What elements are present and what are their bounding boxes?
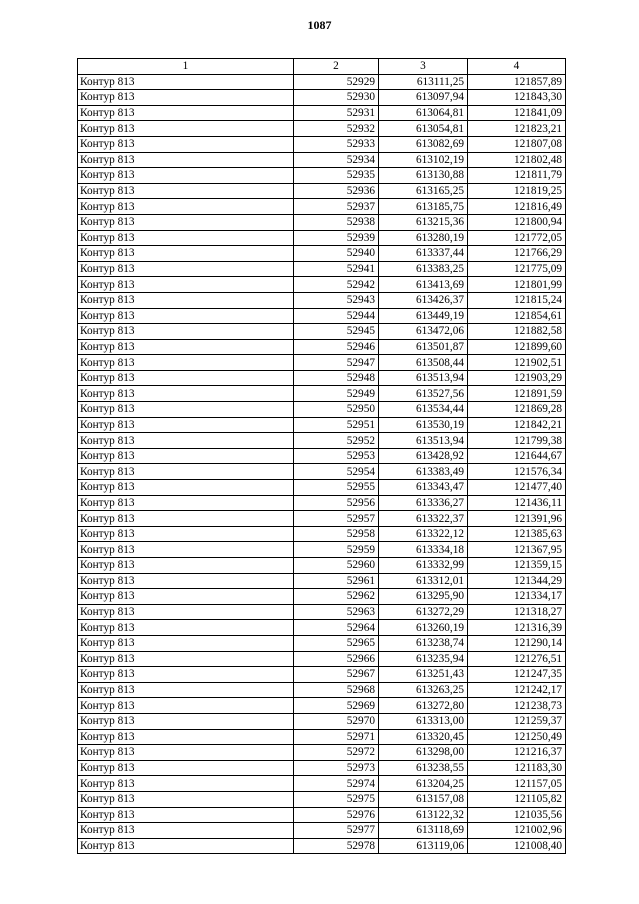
x-coordinate-cell: 613119,06	[379, 838, 468, 854]
contour-name-cell: Контур 813	[78, 511, 294, 527]
x-coordinate-cell: 613251,43	[379, 667, 468, 683]
x-coordinate-cell: 613336,27	[379, 495, 468, 511]
x-coordinate-cell: 613238,74	[379, 635, 468, 651]
contour-name-cell: Контур 813	[78, 136, 294, 152]
y-coordinate-cell: 121854,61	[468, 308, 566, 324]
point-number-cell: 52930	[294, 90, 379, 106]
x-coordinate-cell: 613204,25	[379, 776, 468, 792]
point-number-cell: 52957	[294, 511, 379, 527]
x-coordinate-cell: 613513,94	[379, 370, 468, 386]
contour-name-cell: Контур 813	[78, 698, 294, 714]
contour-name-cell: Контур 813	[78, 308, 294, 324]
x-coordinate-cell: 613260,19	[379, 620, 468, 636]
y-coordinate-cell: 121385,63	[468, 526, 566, 542]
contour-name-cell: Контур 813	[78, 168, 294, 184]
point-number-cell: 52931	[294, 105, 379, 121]
y-coordinate-cell: 121391,96	[468, 511, 566, 527]
point-number-cell: 52969	[294, 698, 379, 714]
contour-name-cell: Контур 813	[78, 261, 294, 277]
table-row	[78, 261, 566, 277]
table-row	[78, 526, 566, 542]
table-row	[78, 90, 566, 106]
point-number-cell: 52953	[294, 448, 379, 464]
contour-name-cell: Контур 813	[78, 480, 294, 496]
x-coordinate-cell: 613313,00	[379, 713, 468, 729]
y-coordinate-cell: 121316,39	[468, 620, 566, 636]
x-coordinate-cell: 613383,49	[379, 464, 468, 480]
point-number-cell: 52950	[294, 402, 379, 418]
table-row	[78, 495, 566, 511]
point-number-cell: 52968	[294, 682, 379, 698]
column-header-4: 4	[468, 59, 566, 75]
table-row	[78, 152, 566, 168]
table-row	[78, 230, 566, 246]
contour-name-cell: Контур 813	[78, 230, 294, 246]
x-coordinate-cell: 613272,29	[379, 604, 468, 620]
y-coordinate-cell: 121807,08	[468, 136, 566, 152]
y-coordinate-cell: 121008,40	[468, 838, 566, 854]
point-number-cell: 52936	[294, 183, 379, 199]
y-coordinate-cell: 121819,25	[468, 183, 566, 199]
x-coordinate-cell: 613332,99	[379, 558, 468, 574]
y-coordinate-cell: 121250,49	[468, 729, 566, 745]
point-number-cell: 52970	[294, 713, 379, 729]
contour-name-cell: Контур 813	[78, 417, 294, 433]
y-coordinate-cell: 121891,59	[468, 386, 566, 402]
table-row	[78, 136, 566, 152]
x-coordinate-cell: 613320,45	[379, 729, 468, 745]
contour-name-cell: Контур 813	[78, 823, 294, 839]
y-coordinate-cell: 121216,37	[468, 745, 566, 761]
contour-name-cell: Контур 813	[78, 464, 294, 480]
y-coordinate-cell: 121775,09	[468, 261, 566, 277]
contour-name-cell: Контур 813	[78, 620, 294, 636]
x-coordinate-cell: 613413,69	[379, 277, 468, 293]
contour-name-cell: Контур 813	[78, 339, 294, 355]
y-coordinate-cell: 121334,17	[468, 589, 566, 605]
contour-name-cell: Контур 813	[78, 324, 294, 340]
point-number-cell: 52933	[294, 136, 379, 152]
contour-name-cell: Контур 813	[78, 589, 294, 605]
point-number-cell: 52938	[294, 214, 379, 230]
table-body	[78, 74, 566, 854]
table-header-row	[78, 59, 566, 75]
x-coordinate-cell: 613312,01	[379, 573, 468, 589]
table-row	[78, 339, 566, 355]
y-coordinate-cell: 121436,11	[468, 495, 566, 511]
contour-name-cell: Контур 813	[78, 713, 294, 729]
x-coordinate-cell: 613449,19	[379, 308, 468, 324]
table-row	[78, 620, 566, 636]
contour-name-cell: Контур 813	[78, 448, 294, 464]
x-coordinate-cell: 613054,81	[379, 121, 468, 137]
column-header-3: 3	[379, 59, 468, 75]
contour-name-cell: Контур 813	[78, 199, 294, 215]
table-row	[78, 168, 566, 184]
point-number-cell: 52974	[294, 776, 379, 792]
y-coordinate-cell: 121899,60	[468, 339, 566, 355]
x-coordinate-cell: 613130,88	[379, 168, 468, 184]
x-coordinate-cell: 613337,44	[379, 246, 468, 262]
y-coordinate-cell: 121035,56	[468, 807, 566, 823]
point-number-cell: 52962	[294, 589, 379, 605]
table-row	[78, 635, 566, 651]
x-coordinate-cell: 613111,25	[379, 74, 468, 90]
y-coordinate-cell: 121802,48	[468, 152, 566, 168]
x-coordinate-cell: 613383,25	[379, 261, 468, 277]
y-coordinate-cell: 121002,96	[468, 823, 566, 839]
point-number-cell: 52955	[294, 480, 379, 496]
y-coordinate-cell: 121105,82	[468, 791, 566, 807]
y-coordinate-cell: 121576,34	[468, 464, 566, 480]
table-row	[78, 417, 566, 433]
table-row	[78, 791, 566, 807]
table-row	[78, 277, 566, 293]
point-number-cell: 52929	[294, 74, 379, 90]
y-coordinate-cell: 121869,28	[468, 402, 566, 418]
table-row	[78, 713, 566, 729]
point-number-cell: 52961	[294, 573, 379, 589]
column-header-1: 1	[78, 59, 294, 75]
point-number-cell: 52947	[294, 355, 379, 371]
point-number-cell: 52972	[294, 745, 379, 761]
x-coordinate-cell: 613118,69	[379, 823, 468, 839]
y-coordinate-cell: 121902,51	[468, 355, 566, 371]
y-coordinate-cell: 121801,99	[468, 277, 566, 293]
point-number-cell: 52949	[294, 386, 379, 402]
contour-name-cell: Контур 813	[78, 246, 294, 262]
y-coordinate-cell: 121823,21	[468, 121, 566, 137]
table-row	[78, 807, 566, 823]
table-row	[78, 760, 566, 776]
table-row	[78, 464, 566, 480]
x-coordinate-cell: 613513,94	[379, 433, 468, 449]
y-coordinate-cell: 121157,05	[468, 776, 566, 792]
table-row	[78, 480, 566, 496]
point-number-cell: 52952	[294, 433, 379, 449]
contour-name-cell: Контур 813	[78, 526, 294, 542]
point-number-cell: 52945	[294, 324, 379, 340]
y-coordinate-cell: 121882,58	[468, 324, 566, 340]
contour-name-cell: Контур 813	[78, 542, 294, 558]
contour-name-cell: Контур 813	[78, 682, 294, 698]
point-number-cell: 52939	[294, 230, 379, 246]
table-row	[78, 402, 566, 418]
contour-name-cell: Контур 813	[78, 807, 294, 823]
y-coordinate-cell: 121816,49	[468, 199, 566, 215]
contour-name-cell: Контур 813	[78, 433, 294, 449]
table-row	[78, 386, 566, 402]
table-row	[78, 370, 566, 386]
contour-name-cell: Контур 813	[78, 90, 294, 106]
table-row	[78, 776, 566, 792]
point-number-cell: 52971	[294, 729, 379, 745]
point-number-cell: 52964	[294, 620, 379, 636]
x-coordinate-cell: 613501,87	[379, 339, 468, 355]
point-number-cell: 52958	[294, 526, 379, 542]
x-coordinate-cell: 613530,19	[379, 417, 468, 433]
x-coordinate-cell: 613527,56	[379, 386, 468, 402]
point-number-cell: 52959	[294, 542, 379, 558]
point-number-cell: 52967	[294, 667, 379, 683]
table-row	[78, 511, 566, 527]
y-coordinate-cell: 121247,35	[468, 667, 566, 683]
point-number-cell: 52932	[294, 121, 379, 137]
table-row	[78, 745, 566, 761]
point-number-cell: 52940	[294, 246, 379, 262]
x-coordinate-cell: 613082,69	[379, 136, 468, 152]
point-number-cell: 52963	[294, 604, 379, 620]
table-row	[78, 199, 566, 215]
point-number-cell: 52943	[294, 292, 379, 308]
contour-name-cell: Контур 813	[78, 604, 294, 620]
contour-name-cell: Контур 813	[78, 74, 294, 90]
contour-name-cell: Контур 813	[78, 105, 294, 121]
x-coordinate-cell: 613097,94	[379, 90, 468, 106]
point-number-cell: 52976	[294, 807, 379, 823]
column-header-2: 2	[294, 59, 379, 75]
x-coordinate-cell: 613428,92	[379, 448, 468, 464]
x-coordinate-cell: 613272,80	[379, 698, 468, 714]
contour-name-cell: Контур 813	[78, 776, 294, 792]
contour-name-cell: Контур 813	[78, 729, 294, 745]
contour-name-cell: Контур 813	[78, 386, 294, 402]
point-number-cell: 52946	[294, 339, 379, 355]
point-number-cell: 52977	[294, 823, 379, 839]
table-row	[78, 573, 566, 589]
y-coordinate-cell: 121815,24	[468, 292, 566, 308]
point-number-cell: 52960	[294, 558, 379, 574]
table-row	[78, 542, 566, 558]
y-coordinate-cell: 121367,95	[468, 542, 566, 558]
contour-name-cell: Контур 813	[78, 573, 294, 589]
x-coordinate-cell: 613334,18	[379, 542, 468, 558]
y-coordinate-cell: 121290,14	[468, 635, 566, 651]
table-row	[78, 324, 566, 340]
x-coordinate-cell: 613122,32	[379, 807, 468, 823]
table-row	[78, 308, 566, 324]
x-coordinate-cell: 613426,37	[379, 292, 468, 308]
y-coordinate-cell: 121318,27	[468, 604, 566, 620]
point-number-cell: 52978	[294, 838, 379, 854]
y-coordinate-cell: 121799,38	[468, 433, 566, 449]
contour-name-cell: Контур 813	[78, 277, 294, 293]
x-coordinate-cell: 613472,06	[379, 324, 468, 340]
contour-name-cell: Контур 813	[78, 760, 294, 776]
contour-name-cell: Контур 813	[78, 214, 294, 230]
contour-name-cell: Контур 813	[78, 651, 294, 667]
y-coordinate-cell: 121183,30	[468, 760, 566, 776]
point-number-cell: 52954	[294, 464, 379, 480]
contour-name-cell: Контур 813	[78, 667, 294, 683]
x-coordinate-cell: 613102,19	[379, 152, 468, 168]
x-coordinate-cell: 613215,36	[379, 214, 468, 230]
x-coordinate-cell: 613235,94	[379, 651, 468, 667]
y-coordinate-cell: 121259,37	[468, 713, 566, 729]
point-number-cell: 52966	[294, 651, 379, 667]
table-row	[78, 105, 566, 121]
y-coordinate-cell: 121857,89	[468, 74, 566, 90]
point-number-cell: 52948	[294, 370, 379, 386]
table-row	[78, 729, 566, 745]
table-row	[78, 589, 566, 605]
y-coordinate-cell: 121359,15	[468, 558, 566, 574]
x-coordinate-cell: 613534,44	[379, 402, 468, 418]
contour-name-cell: Контур 813	[78, 495, 294, 511]
table-row	[78, 246, 566, 262]
table-row	[78, 604, 566, 620]
table-row	[78, 74, 566, 90]
y-coordinate-cell: 121766,29	[468, 246, 566, 262]
table-row	[78, 183, 566, 199]
contour-name-cell: Контур 813	[78, 183, 294, 199]
x-coordinate-cell: 613263,25	[379, 682, 468, 698]
contour-name-cell: Контур 813	[78, 292, 294, 308]
table-row	[78, 121, 566, 137]
point-number-cell: 52951	[294, 417, 379, 433]
contour-name-cell: Контур 813	[78, 152, 294, 168]
point-number-cell: 52965	[294, 635, 379, 651]
contour-name-cell: Контур 813	[78, 745, 294, 761]
table-row	[78, 355, 566, 371]
table-row	[78, 558, 566, 574]
x-coordinate-cell: 613165,25	[379, 183, 468, 199]
y-coordinate-cell: 121772,05	[468, 230, 566, 246]
contour-name-cell: Контур 813	[78, 838, 294, 854]
contour-name-cell: Контур 813	[78, 558, 294, 574]
contour-name-cell: Контур 813	[78, 355, 294, 371]
coordinates-table	[77, 58, 566, 854]
y-coordinate-cell: 121811,79	[468, 168, 566, 184]
x-coordinate-cell: 613157,08	[379, 791, 468, 807]
page-number: 1087	[307, 18, 332, 32]
point-number-cell: 52935	[294, 168, 379, 184]
table-row	[78, 838, 566, 854]
point-number-cell: 52934	[294, 152, 379, 168]
y-coordinate-cell: 121242,17	[468, 682, 566, 698]
table-row	[78, 292, 566, 308]
table-row	[78, 448, 566, 464]
contour-name-cell: Контур 813	[78, 402, 294, 418]
y-coordinate-cell: 121344,29	[468, 573, 566, 589]
point-number-cell: 52973	[294, 760, 379, 776]
x-coordinate-cell: 613322,12	[379, 526, 468, 542]
point-number-cell: 52942	[294, 277, 379, 293]
table-row	[78, 698, 566, 714]
contour-name-cell: Контур 813	[78, 121, 294, 137]
point-number-cell: 52975	[294, 791, 379, 807]
table-row	[78, 823, 566, 839]
y-coordinate-cell: 121841,09	[468, 105, 566, 121]
y-coordinate-cell: 121842,21	[468, 417, 566, 433]
x-coordinate-cell: 613508,44	[379, 355, 468, 371]
table-row	[78, 667, 566, 683]
y-coordinate-cell: 121644,67	[468, 448, 566, 464]
table-row	[78, 433, 566, 449]
x-coordinate-cell: 613185,75	[379, 199, 468, 215]
contour-name-cell: Контур 813	[78, 635, 294, 651]
point-number-cell: 52944	[294, 308, 379, 324]
x-coordinate-cell: 613064,81	[379, 105, 468, 121]
table-row	[78, 214, 566, 230]
x-coordinate-cell: 613238,55	[379, 760, 468, 776]
y-coordinate-cell: 121843,30	[468, 90, 566, 106]
x-coordinate-cell: 613322,37	[379, 511, 468, 527]
contour-name-cell: Контур 813	[78, 791, 294, 807]
y-coordinate-cell: 121800,94	[468, 214, 566, 230]
y-coordinate-cell: 121903,29	[468, 370, 566, 386]
table-row	[78, 651, 566, 667]
x-coordinate-cell: 613280,19	[379, 230, 468, 246]
y-coordinate-cell: 121238,73	[468, 698, 566, 714]
x-coordinate-cell: 613295,90	[379, 589, 468, 605]
table-row	[78, 682, 566, 698]
contour-name-cell: Контур 813	[78, 370, 294, 386]
y-coordinate-cell: 121276,51	[468, 651, 566, 667]
point-number-cell: 52956	[294, 495, 379, 511]
point-number-cell: 52941	[294, 261, 379, 277]
x-coordinate-cell: 613298,00	[379, 745, 468, 761]
y-coordinate-cell: 121477,40	[468, 480, 566, 496]
x-coordinate-cell: 613343,47	[379, 480, 468, 496]
point-number-cell: 52937	[294, 199, 379, 215]
